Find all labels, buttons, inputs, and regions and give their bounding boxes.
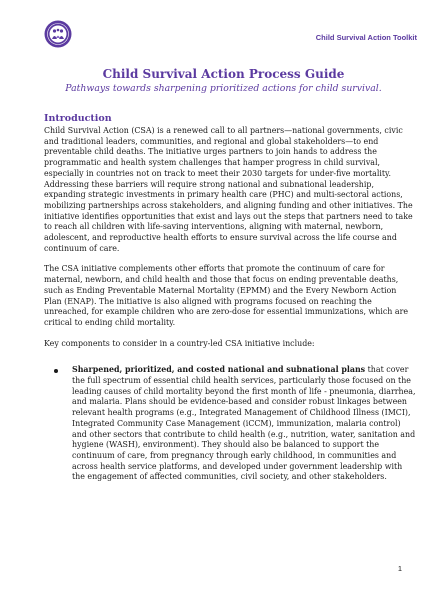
page-subtitle: Pathways towards sharpening prioritized actions for child survival.	[65, 83, 382, 94]
csa-logo-icon	[44, 20, 72, 48]
key-components-list	[44, 365, 416, 483]
key-components-intro: Key components to consider in a country-led CSA initiative include:	[44, 338, 315, 348]
page-number: 1	[397, 564, 402, 573]
bullet-icon	[54, 369, 58, 373]
page-title: Child Survival Action Process Guide	[102, 67, 345, 81]
document-body	[44, 113, 416, 483]
complement-paragraph: The CSA initiative complements other efforts that promote the continuum of care for maternal, newborn, and child health and those that focus on ending preventable deaths, such as Ending Preventable Maternal Mortality (EPMM) and the Every Newborn Action Plan (ENAP). The initiative is also aligned with programs focused on reaching the unreached, for example children who are zero-dose for essential immunizations, which are critical to ending child mortality.	[44, 264, 409, 327]
bullet-text: that cover the full spectrum of essential child health services, particularly those focused on the leading causes of child mortality beyond the first month of life - pneumonia, diarrhea, and malaria. Plans should be evidence-based and consider robust linkages between relevant health programs (e.g., Integrated Management of Childhood Illness (IMCI), Integrated Community Case Management (iCCM), immunization, malaria control) and other sectors that contribute to child health (e.g., nutrition, water, sanitation and hygiene (WASH), environment). They should also be balanced to support the continuum of care, from pregnancy through early childhood, in communities and across health service platforms, and developed under government leadership with the engagement of affected communities, civil society, and other stakeholders.	[72, 365, 416, 482]
intro-paragraph: Child Survival Action (CSA) is a renewed call to all partners—national governments, civic and traditional leaders, communities, and regional and global stakeholders—to end preventable child deaths. The initiative urges partners to join hands to address the programmatic and health system challenges that hamper progress in child survival, especially in countries not on track to meet their 2030 targets for under-five mortality. Addressing these barriers will require strong national and subnational leadership, expanding strategic investments in primary health care (PHC) and multi-sectoral actions, mobilizing partnerships across stakeholders, and aligning funding and other initiatives. The initiative identifies opportunities that exist and lays out the steps that partners need to take to reach all children with life-saving interventions, aligning with maternal, newborn, adolescent, and reproductive health efforts to ensure survival across the life course and continuum of care.	[44, 126, 413, 253]
intro-heading: Introduction	[44, 113, 112, 124]
toolkit-label: Child Survival Action Toolkit	[315, 33, 417, 42]
bullet-lead: Sharpened, prioritized, and costed national and subnational plans	[72, 365, 366, 375]
list-item	[44, 365, 416, 483]
